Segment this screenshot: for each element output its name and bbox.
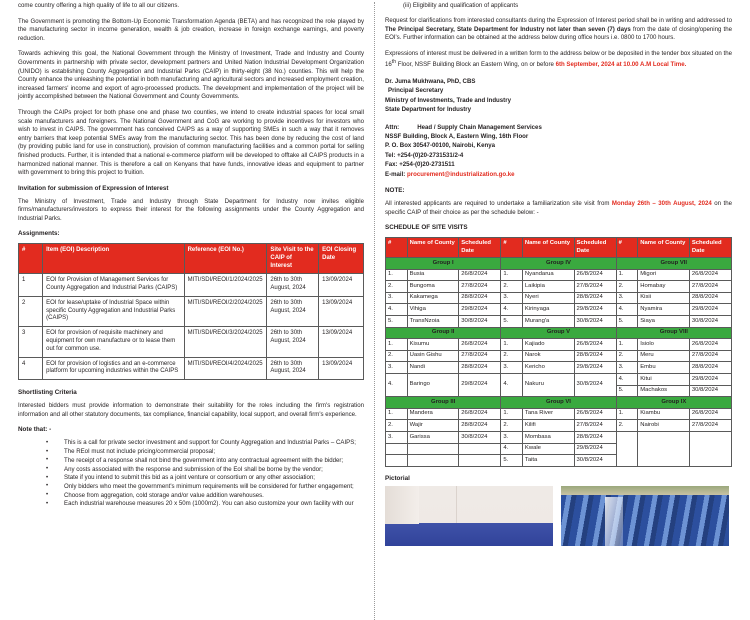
- cell-county: Nyandarua: [522, 269, 574, 281]
- cell-number: 1.: [501, 408, 523, 420]
- list-item: • State if you intend to submit this bid as a joint venture or consortium or any other association;: [18, 474, 364, 483]
- cell-county: Wajir: [407, 420, 459, 432]
- table-row: [386, 374, 732, 386]
- cell-county: Vihiga: [407, 304, 459, 316]
- table-row: [386, 339, 732, 351]
- cell-number: 3.: [501, 431, 523, 443]
- group-label-9: Group IX: [616, 397, 731, 409]
- cell-county: Embu: [638, 362, 690, 374]
- cell-date: 29/8/2024: [689, 374, 731, 386]
- cell-number: 1: [19, 274, 43, 297]
- paragraph-unido: Towards achieving this goal, the National Government through the Ministry of Investment, Trade and Industry and County Governments in partnership with private sector, development partners and United Nation Industrial Development Organization (UNIDO) is establishing County Aggregation and Industrial Parks (CAIP) in thirty-eight (38 No.) counties. This will help the County enhance the unleashing the potential in both manufacturing and agricultural sectors and increased employment creation, increased farmers' income and export of agro-processed products. The development and implementation of the project will be jointly accomplished between the National Government and County Governments.: [18, 50, 364, 101]
- col-header-reference: Reference (EOI No.): [184, 244, 267, 274]
- cell-number: 3.: [386, 362, 408, 374]
- cell-date: 30/8/2024: [459, 316, 501, 328]
- eligibility-item: (iii) Eligibility and qualification of applicants: [403, 2, 519, 9]
- cell-description: EOI for provision of logistics and an e-commerce platform for upcoming industries within the CAIPS: [43, 357, 184, 380]
- cell-county: Homabay: [638, 281, 690, 293]
- col-header-county-1: Name of County: [407, 238, 459, 258]
- cell-county: Mandera: [407, 408, 459, 420]
- group-label-5: Group V: [501, 327, 616, 339]
- pictorial-gallery: [385, 486, 732, 546]
- cell-site-visit: 26th to 30th August, 2024: [267, 274, 319, 297]
- cell-closing: 13/09/2024: [319, 296, 364, 326]
- attn-value: Head / Supply Chain Management Services: [417, 123, 542, 131]
- cell-number: 2.: [616, 350, 638, 362]
- table-row: [386, 292, 732, 304]
- col-header-county-2: Name of County: [522, 238, 574, 258]
- cell-date: 29/8/2024: [689, 304, 731, 316]
- cell-reference: MITI/SDI/REOI/3/2024/2025: [184, 327, 267, 357]
- cell-number: 2.: [386, 420, 408, 432]
- delivery-pre: Expressions of interest must be delivered in a written form to the address below or be deposited in the tender box situated on the 16: [385, 49, 732, 69]
- table-row: [386, 431, 732, 443]
- table-row: [19, 296, 364, 326]
- cell-number: 1.: [501, 269, 523, 281]
- cell-date: 30/8/2024: [574, 374, 616, 397]
- cell-number: 3.: [501, 292, 523, 304]
- col-header-number-2: #: [501, 238, 523, 258]
- cell-date: 28/8/2024: [459, 292, 501, 304]
- cell-number: 2.: [501, 281, 523, 293]
- warehouse-interior-photo: [385, 486, 553, 546]
- cell-empty: [638, 431, 690, 466]
- cell-date: 30/8/2024: [574, 316, 616, 328]
- cell-reference: MITI/SDI/REOI/2/2024/2025: [184, 296, 267, 326]
- table-row: [386, 281, 732, 293]
- cell-county: Kirinyaga: [522, 304, 574, 316]
- cell-county: Kisii: [638, 292, 690, 304]
- col-header-number-3: #: [616, 238, 638, 258]
- col-header-description: Item (EOI) Description: [43, 244, 184, 274]
- cell-number: 3.: [386, 292, 408, 304]
- cell-number: 5.: [386, 316, 408, 328]
- cell-description: EOI for lease/uptake of Industrial Space within specific County Aggregation and Industrial Parks (CAIPS): [43, 296, 184, 326]
- cell-number: 4.: [501, 304, 523, 316]
- cell-date: 26/8/2024: [574, 339, 616, 351]
- cell-number: 1.: [386, 408, 408, 420]
- cell-county: Migori: [638, 269, 690, 281]
- address-block: [385, 123, 732, 179]
- assignments-table: [18, 243, 364, 380]
- cell-date: 26/8/2024: [459, 339, 501, 351]
- table-header-row: [386, 238, 732, 258]
- cell-number: 5.: [501, 455, 523, 467]
- col-header-date-3: Scheduled Date: [689, 238, 731, 258]
- invitation-heading: Invitation for submission of Expression of Interest: [18, 184, 169, 192]
- signatory-block: [385, 77, 732, 115]
- cell-site-visit: 26th to 30th August, 2024: [267, 296, 319, 326]
- group-label-3: Group III: [386, 397, 501, 409]
- cell-date: 29/8/2024: [574, 443, 616, 455]
- table-row: [386, 350, 732, 362]
- cell-date: 28/8/2024: [689, 292, 731, 304]
- cell-date: 28/8/2024: [574, 292, 616, 304]
- cell-empty: [407, 443, 459, 455]
- cell-date: 29/8/2024: [459, 374, 501, 397]
- cell-date: 29/8/2024: [574, 362, 616, 374]
- table-row: [19, 274, 364, 297]
- cell-closing: 13/09/2024: [319, 327, 364, 357]
- cell-empty: [386, 455, 408, 467]
- col-header-site-visit: Site Visit to the CAIP of Interest: [267, 244, 319, 274]
- pictorial-heading: Pictorial: [385, 474, 410, 482]
- group-label-8: Group VIII: [616, 327, 731, 339]
- cell-number: 4.: [501, 374, 523, 397]
- cell-county: Tana River: [522, 408, 574, 420]
- schedule-heading: SCHEDULE OF SITE VISITS: [385, 224, 468, 232]
- note-pre: All interested applicants are required to undertake a familiarization site visit from: [385, 200, 612, 208]
- table-header-row: [19, 244, 364, 274]
- cell-reference: MITI/SDI/REOI/1/2024/2025: [184, 274, 267, 297]
- cell-number: 1.: [501, 339, 523, 351]
- cell-date: 27/8/2024: [574, 420, 616, 432]
- cell-date: 27/8/2024: [574, 281, 616, 293]
- cell-site-visit: 26th to 30th August, 2024: [267, 327, 319, 357]
- left-column: [8, 2, 375, 620]
- paragraph-caips-project: Through the CAIPs project for both phase one and phase two counties, we intend to create industrial spaces for local small scale manufacturers and foreigners. The National Government and CoG are working to provide incentives for investors who wish to invest in CAIPS. The government has conceived CAIPS as a way of supporting SMEs in such a way that it removes entry barriers that keep potential SMEs away from the manufacturing sector. This has been done by reducing the cost of land (by providing public land for use in construction), provision of common manufacturing facilities and a common portal for selling finished products. Further, it is intended that a national e-commerce platform will be developed to offtake all CAIPS products in a harmonized national manner. This is therefore a call on Kenyans that have funds, innovative ideas and equipment to partner with government to bring this project to fruition.: [18, 108, 364, 177]
- cell-empty: [386, 443, 408, 455]
- cell-number: 2.: [386, 350, 408, 362]
- cell-number: 2.: [616, 420, 638, 432]
- cell-date: 29/8/2024: [459, 304, 501, 316]
- cell-number: 2.: [386, 281, 408, 293]
- cell-empty: [459, 455, 501, 467]
- cell-date: 27/8/2024: [689, 350, 731, 362]
- group-label-6: Group VI: [501, 397, 616, 409]
- clarification-paragraph: [385, 17, 732, 43]
- list-item: • Only bidders who meet the government's minimum requirements will be considered for further engagement;: [18, 483, 364, 492]
- cell-date: 30/8/2024: [689, 316, 731, 328]
- cell-empty: [689, 431, 731, 466]
- cell-county: Nandi: [407, 362, 459, 374]
- group-label-4: Group IV: [501, 258, 616, 270]
- cell-number: 3.: [501, 362, 523, 374]
- cell-date: 26/8/2024: [459, 269, 501, 281]
- cell-date: 29/8/2024: [574, 304, 616, 316]
- table-row: [19, 357, 364, 380]
- email-label: E-mail:: [385, 170, 406, 178]
- cell-number: 4.: [616, 374, 638, 386]
- cell-number: 4.: [501, 443, 523, 455]
- cell-date: 30/8/2024: [459, 431, 501, 443]
- cell-county: Taita: [522, 455, 574, 467]
- cell-empty: [459, 443, 501, 455]
- cell-county: Isiolo: [638, 339, 690, 351]
- cell-county: Kwale: [522, 443, 574, 455]
- cell-county: Kakamega: [407, 292, 459, 304]
- clarification-bold: The Principal Secretary, State Department for Industry not later than seven (7) days: [385, 25, 631, 33]
- cell-county: TransNzoia: [407, 316, 459, 328]
- cell-date: 28/8/2024: [574, 431, 616, 443]
- note-that-heading: Note that: -: [18, 426, 52, 434]
- cell-date: 27/8/2024: [689, 281, 731, 293]
- site-visits-table: [385, 237, 732, 467]
- signatory-ministry: Ministry of Investments, Trade and Industry: [385, 96, 511, 104]
- list-item: • The receipt of a response shall not bind the government into any contractual agreement with the bidder;: [18, 457, 364, 466]
- cell-county: Machakos: [638, 385, 690, 397]
- table-row: [386, 362, 732, 374]
- cell-county: Nakuru: [522, 374, 574, 397]
- list-item: • The REoI must not include pricing/commercial proposal;: [18, 448, 364, 457]
- cell-date: 28/8/2024: [459, 362, 501, 374]
- address-building: NSSF Building, Block A, Eastern Wing, 16th Floor: [385, 133, 529, 141]
- assignments-heading: Assignments:: [18, 230, 60, 238]
- cell-closing: 13/09/2024: [319, 357, 364, 380]
- cell-number: 1.: [386, 339, 408, 351]
- cell-number: 3.: [386, 431, 408, 443]
- list-item: • Choose from aggregation, cold storage and/or value addition warehouses.: [18, 492, 364, 501]
- cell-number: 2: [19, 296, 43, 326]
- cell-number: 5.: [616, 385, 638, 397]
- shortlisting-body: Interested bidders must provide information to demonstrate their suitability for the roles including the firm's registration information and all other statutory documents, tax compliance, financial capability, local support, and overall firm's experience.: [18, 402, 364, 418]
- cell-date: 27/8/2024: [459, 281, 501, 293]
- cell-number: 3.: [616, 362, 638, 374]
- col-header-date-1: Scheduled Date: [459, 238, 501, 258]
- col-header-date-2: Scheduled Date: [574, 238, 616, 258]
- cell-site-visit: 26th to 30th August, 2024: [267, 357, 319, 380]
- cell-county: Nairobi: [638, 420, 690, 432]
- cell-county: Baringo: [407, 374, 459, 397]
- attn-label: Attn:: [385, 123, 400, 131]
- cell-number: 2.: [501, 350, 523, 362]
- cell-county: Busia: [407, 269, 459, 281]
- list-item: • Each industrial warehouse measures 20 x 50m (1000m2). You can also customize your own facility with our: [18, 500, 364, 509]
- site-visit-note: [385, 200, 732, 217]
- blue-corrugated-roof-photo: [561, 486, 729, 546]
- cell-county: Kiambu: [638, 408, 690, 420]
- group-label-2: Group II: [386, 327, 501, 339]
- cell-date: 28/8/2024: [459, 420, 501, 432]
- signatory-title: Principal Secretary: [388, 87, 444, 95]
- cell-date: 26/8/2024: [689, 339, 731, 351]
- cell-county: Kitui: [638, 374, 690, 386]
- cell-number: 4.: [386, 304, 408, 316]
- cell-number: 5.: [501, 316, 523, 328]
- cell-date: 28/8/2024: [574, 350, 616, 362]
- address-fax: Fax: +254-(0)20-2731511: [385, 161, 455, 169]
- note-dates: Monday 26th – 30th August, 2024: [611, 200, 712, 208]
- table-row: [386, 420, 732, 432]
- paragraph-continuation: come country offering a high quality of life to all our citizens.: [18, 2, 180, 9]
- cell-number: 2.: [616, 281, 638, 293]
- group-label-1: Group I: [386, 258, 501, 270]
- col-header-county-3: Name of County: [638, 238, 690, 258]
- notes-list: [18, 439, 364, 509]
- cell-empty: [407, 455, 459, 467]
- group-label-row: [386, 327, 732, 339]
- cell-description: EOI for Provision of Management Services for County Aggregation and Industrial Parks (CAIPS): [43, 274, 184, 297]
- cell-county: Kajiado: [522, 339, 574, 351]
- signatory-department: State Department for Industry: [385, 106, 472, 114]
- delivery-mid: Floor, NSSF Building Block an Eastern Wing, on or before: [396, 61, 556, 69]
- col-header-number: #: [19, 244, 43, 274]
- cell-county: Laikipia: [522, 281, 574, 293]
- shortlisting-heading: Shortlisting Criteria: [18, 389, 77, 397]
- cell-county: Uasin Gishu: [407, 350, 459, 362]
- cell-county: Kericho: [522, 362, 574, 374]
- signatory-name: Dr. Juma Mukhwana, PhD, CBS: [385, 78, 476, 85]
- cell-number: 5.: [616, 316, 638, 328]
- cell-description: EOI for provision of requisite machinery and equipment for own manufacture or to lease them out for common use.: [43, 327, 184, 357]
- cell-empty: [616, 431, 638, 466]
- list-item: • Any costs associated with the response and submission of the EoI shall be borne by the vendor;: [18, 466, 364, 475]
- cell-date: 26/8/2024: [459, 408, 501, 420]
- cell-date: 26/8/2024: [689, 408, 731, 420]
- delivery-deadline: 6th September, 2024 at 10.00 A.M Local Time.: [555, 61, 687, 69]
- table-row: [386, 304, 732, 316]
- email-value[interactable]: procurement@industrialization.go.ke: [407, 170, 515, 178]
- cell-county: Siaya: [638, 316, 690, 328]
- cell-date: 26/8/2024: [574, 408, 616, 420]
- group-label-row: [386, 397, 732, 409]
- group-label-7: Group VII: [616, 258, 731, 270]
- cell-number: 1.: [616, 408, 638, 420]
- cell-number: 1.: [616, 339, 638, 351]
- clarification-pre: Request for clarifications from interested consultants during the Expression of Interest period shall be in writing and addressed to: [385, 17, 732, 24]
- cell-county: Bungoma: [407, 281, 459, 293]
- cell-number: 1.: [616, 269, 638, 281]
- cell-number: 4.: [386, 374, 408, 397]
- note-heading: NOTE:: [385, 187, 405, 195]
- cell-number: 4.: [616, 304, 638, 316]
- note-post: on the specific CAIP of their choice as per the schedule below: -: [385, 200, 733, 216]
- cell-county: Garissa: [407, 431, 459, 443]
- right-column: [375, 2, 742, 620]
- list-item: • This is a call for private sector investment and support for County Aggregation and Industrial Parks – CAIPS;: [18, 439, 364, 448]
- address-pobox: P. O. Box 30547-00100, Nairobi, Kenya: [385, 142, 495, 150]
- cell-county: Meru: [638, 350, 690, 362]
- cell-date: 30/8/2024: [689, 385, 731, 397]
- cell-number: 1.: [386, 269, 408, 281]
- cell-county: Nyeri: [522, 292, 574, 304]
- cell-county: Kisumu: [407, 339, 459, 351]
- invitation-body: The Ministry of Investment, Trade and Industry through State Department for Industry now invites eligible firms/manufacturers/investors to express their interest for the following assignments under the County Aggregation and Industrial Parks.: [18, 197, 364, 222]
- cell-number: 4: [19, 357, 43, 380]
- cell-county: Kilifi: [522, 420, 574, 432]
- cell-county: Nyamira: [638, 304, 690, 316]
- paragraph-beta: The Government is promoting the Bottom-Up Economic Transformation Agenda (BETA) and has recognized the role played by the manufacturing sector in income generation, wealth & job creation, increase in foreign exchange earnings, and poverty reduction.: [18, 17, 364, 42]
- col-header-closing: EOI Closing Date: [319, 244, 364, 274]
- cell-date: 27/8/2024: [689, 420, 731, 432]
- delivery-ordinal-suffix: th: [391, 59, 397, 66]
- cell-number: 2.: [501, 420, 523, 432]
- cell-closing: 13/09/2024: [319, 274, 364, 297]
- cell-date: 26/8/2024: [689, 269, 731, 281]
- cell-date: 26/8/2024: [574, 269, 616, 281]
- col-header-number-1: #: [386, 238, 408, 258]
- cell-date: 30/8/2024: [574, 455, 616, 467]
- cell-reference: MITI/SDI/REOI/4/2024/2025: [184, 357, 267, 380]
- address-tel: Tel: +254-(0)20-2731531/2-4: [385, 151, 464, 159]
- cell-county: Murang'a: [522, 316, 574, 328]
- group-label-row: [386, 258, 732, 270]
- table-row: [19, 327, 364, 357]
- table-row: [386, 316, 732, 328]
- cell-date: 28/8/2024: [689, 362, 731, 374]
- cell-date: 27/8/2024: [459, 350, 501, 362]
- delivery-paragraph: [385, 50, 732, 70]
- clarification-post: from the date of closing/opening the EOI's. Further information can be obtained at the address below during office hours i.e. 0800 to 1700 hours.: [385, 25, 732, 42]
- cell-number: 3.: [616, 292, 638, 304]
- table-row: [386, 408, 732, 420]
- cell-number: 3: [19, 327, 43, 357]
- cell-county: Mombasa: [522, 431, 574, 443]
- table-row: [386, 269, 732, 281]
- cell-county: Narok: [522, 350, 574, 362]
